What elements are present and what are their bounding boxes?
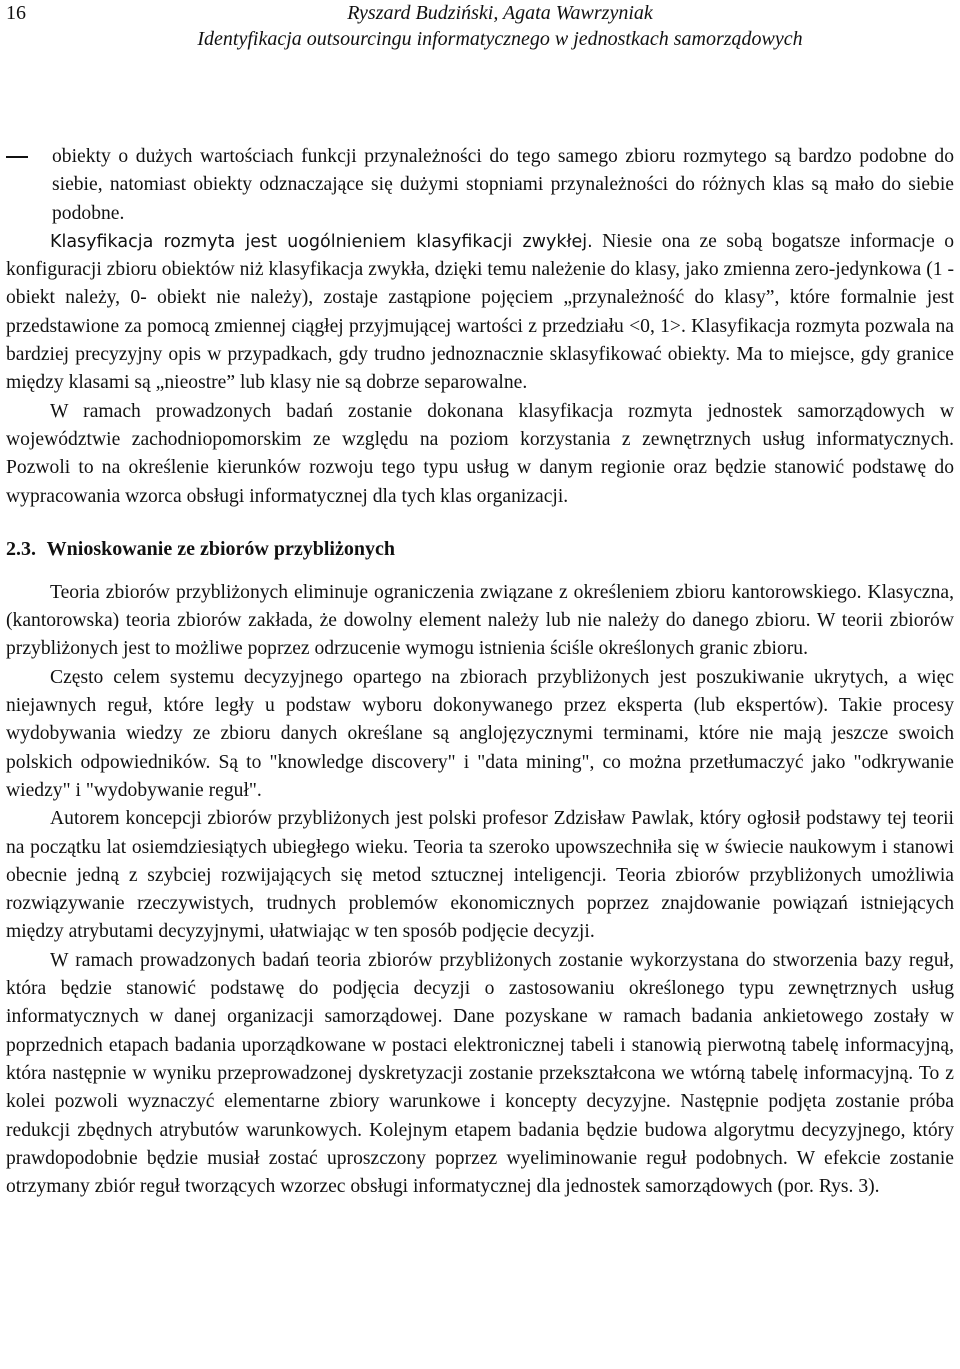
paragraph-research-rules: W ramach prowadzonych badań teoria zbiorów przybliżonych zostanie wykorzystana do stworzenia bazy reguł, która będzie stanowić podstawę do podjęcia decyzji o zastosowaniu określonego typu zewnętrznych usług informatycznych w danej organizacji samorządowej. Dane pozyskane w ramach badania ankietowego zostały w poprzednich etapach badania uporządkowane w postaci elektronicznej tabeli i stanowią pierwotną tabelę informacyjną, która następnie w wyniku przeprowadzonej dyskretyzacji zostanie przekształcona we wtórną tabelę informacyjną. To z kolei pozwoli wyznaczyć elementarne zbiory warunkowe i koncepty decyzyjne. Następnie podjęta zostanie próba redukcji zbędnych atrybutów warunkowych. Kolejnym etapem badania będzie budowa algorytmu decyzyjnego, który prawdopodobnie będzie musiał zostać uproszczony poprzez wyeliminowanie reguł podobnych. W efekcie zostanie otrzymany zbiór reguł tworzących wzorzec obsługi informatycznej dla jednostek samorządowych (por. Rys. 3). [6,949,954,1198]
paragraph-lead-sentence: Klasyfikacja rozmyta jest uogólnieniem klasyfikacji zwykłej. [50,231,593,252]
bullet-item [6,143,954,228]
body-text [6,143,954,1201]
paragraph-research-classification: W ramach prowadzonych badań zostanie dokonana klasyfikacja rozmyta jednostek samorządowych w województwie zachodniopomorskim ze względu na poziom korzystania z zewnętrznych usług informatycznych. Pozwoli to na określenie kierunków rozwoju tego typu usług w danym regionie oraz będzie stanowić podstawę do wypracowania wzorca obsługi informatycznej dla tych klas organizacji. [6,400,954,507]
paragraph-fuzzy-classification [6,228,954,398]
section-title: Wnioskowanie ze zbiorów przybliżonych [46,537,395,560]
paragraph-pawlak: Autorem koncepcji zbiorów przybliżonych jest polski profesor Zdzisław Pawlak, który ogłosił podstawy tej teorii na początku lat osiemdziesiątych ubiegłego wieku. Teoria ta szeroko upowszechniła się w świecie naukowym i stanowi obecnie jedną z szybciej rozwijających się metod sztucznej inteligencji. Teoria zbiorów przybliżonych umożliwia rozwiązywanie rzeczywistych, trudnych problemów ekonomicznych poprzez znajdowanie powiązań istniejących między atrybutami decyzyjnymi, ułatwiając w ten sposób podjęcie decyzji. [6,808,954,943]
bullet-text: obiekty o dużych wartościach funkcji przynależności do tego samego zbioru rozmytego są bardzo podobne do siebie, natomiast obiekty odznaczające się dużymi stopniami przynależności do różnych klas są mało do siebie podobne. [52,146,954,224]
paragraph-continuation: Niesie ona ze sobą bogatsze informacje o konfiguracji zbioru obiektów niż klasyfikacja zwykła, dzięki temu należenie do klasy, jako zmienna zero-jedynkowa (1 - obiekt należy, 0- obiekt nie należy), zostaje zastąpione pojęciem „przynależność do klasy”, które formalnie jest przedstawione za pomocą zmiennej ciągłej przyjmującej wartości z przedziału <0, 1>. Klasyfikacja rozmyta pozwala na bardziej precyzyjny opis w przypadkach, gdy trudno jednoznacznie sklasyfikować obiekty. Ma to miejsce, gdy granice między klasami są „nieostre” lub klasy nie są dobrze separowalne. [6,230,954,394]
paragraph-rough-sets-intro: Teoria zbiorów przybliżonych eliminuje ograniczenia związane z określeniem zbioru kantorowskiego. Klasyczna, (kantorowska) teoria zbiorów zakłada, że dowolny element należy lub nie należy do danego zbioru. W teorii zbiorów przybliżonych jest to możliwe poprzez odrzucenie wymogu istnienia ściśle określonych granic zbioru. [6,581,954,660]
section-heading [6,535,954,563]
running-header [0,0,960,60]
paragraph-decision-system: Często celem systemu decyzyjnego opartego na zbiorach przybliżonych jest poszukiwanie ukrytych, a więc niejawnych reguł, które legły u podstaw wyboru dokonywanego przez eksperta (lub ekspertów). Takie procesy wydobywania wiedzy ze zbioru danych określane są anglojęzycznymi terminami, które nie mają jeszcze swoich polskich odpowiedników. Są to "knowledge discovery" i "data mining", co można przetłumaczyć jako "odkrywanie wiedzy" i "wydobywanie reguł". [6,666,954,801]
header-authors: Ryszard Budziński, Agata Wawrzyniak [347,2,653,24]
dash-bullet-icon [6,156,28,158]
header-title: Identyfikacja outsourcingu informatycznego w jednostkach samorządowych [197,28,803,50]
section-number: 2.3. [6,537,36,560]
page-number: 16 [6,2,26,24]
